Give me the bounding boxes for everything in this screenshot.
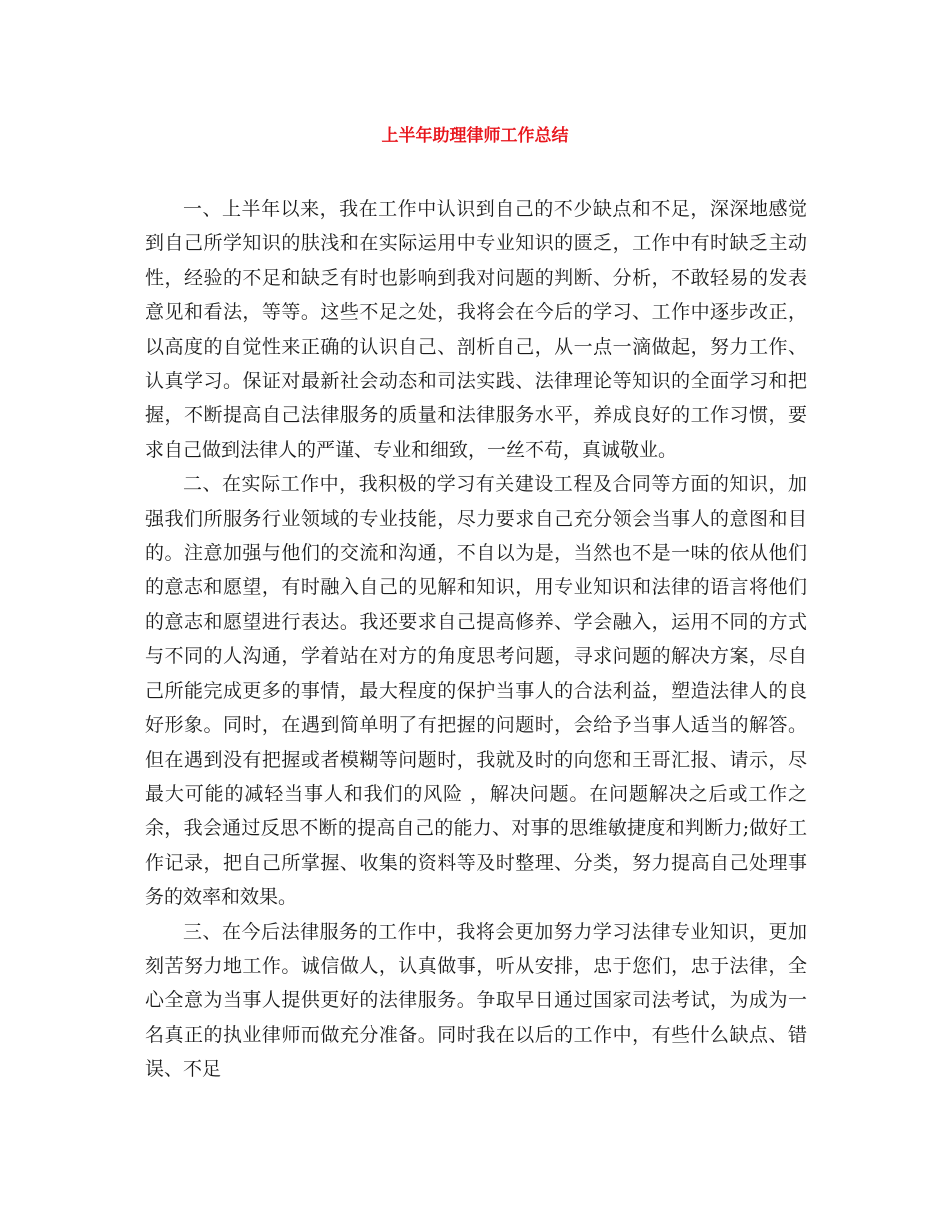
paragraph-3: 三、在今后法律服务的工作中，我将会更加努力学习法律专业知识，更加刻苦努力地工作。诚信做人，认真做事，听从安排，忠于您们，忠于法律，全心全意为当事人提供更好的法律服务。争取早日通过国家司法考试，为成为一名真正的执业律师而做充分准备。同时我在以后的工作中，有些什么缺点、错误、不足 [145,920,807,1081]
document-title: 上半年助理律师工作总结 [381,126,569,146]
paragraph-1: 一、上半年以来，我在工作中认识到自己的不少缺点和不足，深深地感觉到自己所学知识的肤浅和在实际运用中专业知识的匮乏，工作中有时缺乏主动性，经验的不足和缺乏有时也影响到我对问题的判断、分析，不敢轻易的发表意见和看法，等等。这些不足之处，我将会在今后的学习、工作中逐步改正，以高度的自觉性来正确的认识自己、剖析自己，从一点一滴做起，努力工作、认真学习。保证对最新社会动态和司法实践、法律理论等知识的全面学习和把握，不断提高自己法律服务的质量和法律服务水平，养成良好的工作习惯，要求自己做到法律人的严谨、专业和细致，一丝不苟，真诚敬业。 [145,198,807,461]
document-body [145,192,807,1087]
paragraph-2: 二、在实际工作中，我积极的学习有关建设工程及合同等方面的知识，加强我们所服务行业领域的专业技能，尽力要求自己充分领会当事人的意图和目的。注意加强与他们的交流和沟通，不自以为是，当然也不是一味的依从他们的意志和愿望，有时融入自己的见解和知识，用专业知识和法律的语言将他们的意志和愿望进行表达。我还要求自己提高修养、学会融入，运用不同的方式与不同的人沟通，学着站在对方的角度思考问题，寻求问题的解决方案，尽自己所能完成更多的事情，最大程度的保护当事人的合法利益，塑造法律人的良好形象。同时，在遇到简单明了有把握的问题时，会给予当事人适当的解答。但在遇到没有把握或者模糊等问题时，我就及时的向您和王哥汇报、请示，尽最大可能的减轻当事人和我们的风险 ，解决问题。在问题解决之后或工作之余，我会通过反思不断的提高自己的能力、对事的思维敏捷度和判断力;做好工作记录，把自己所掌握、收集的资料等及时整理、分类，努力提高自己处理事务的效率和效果。 [145,473,807,909]
